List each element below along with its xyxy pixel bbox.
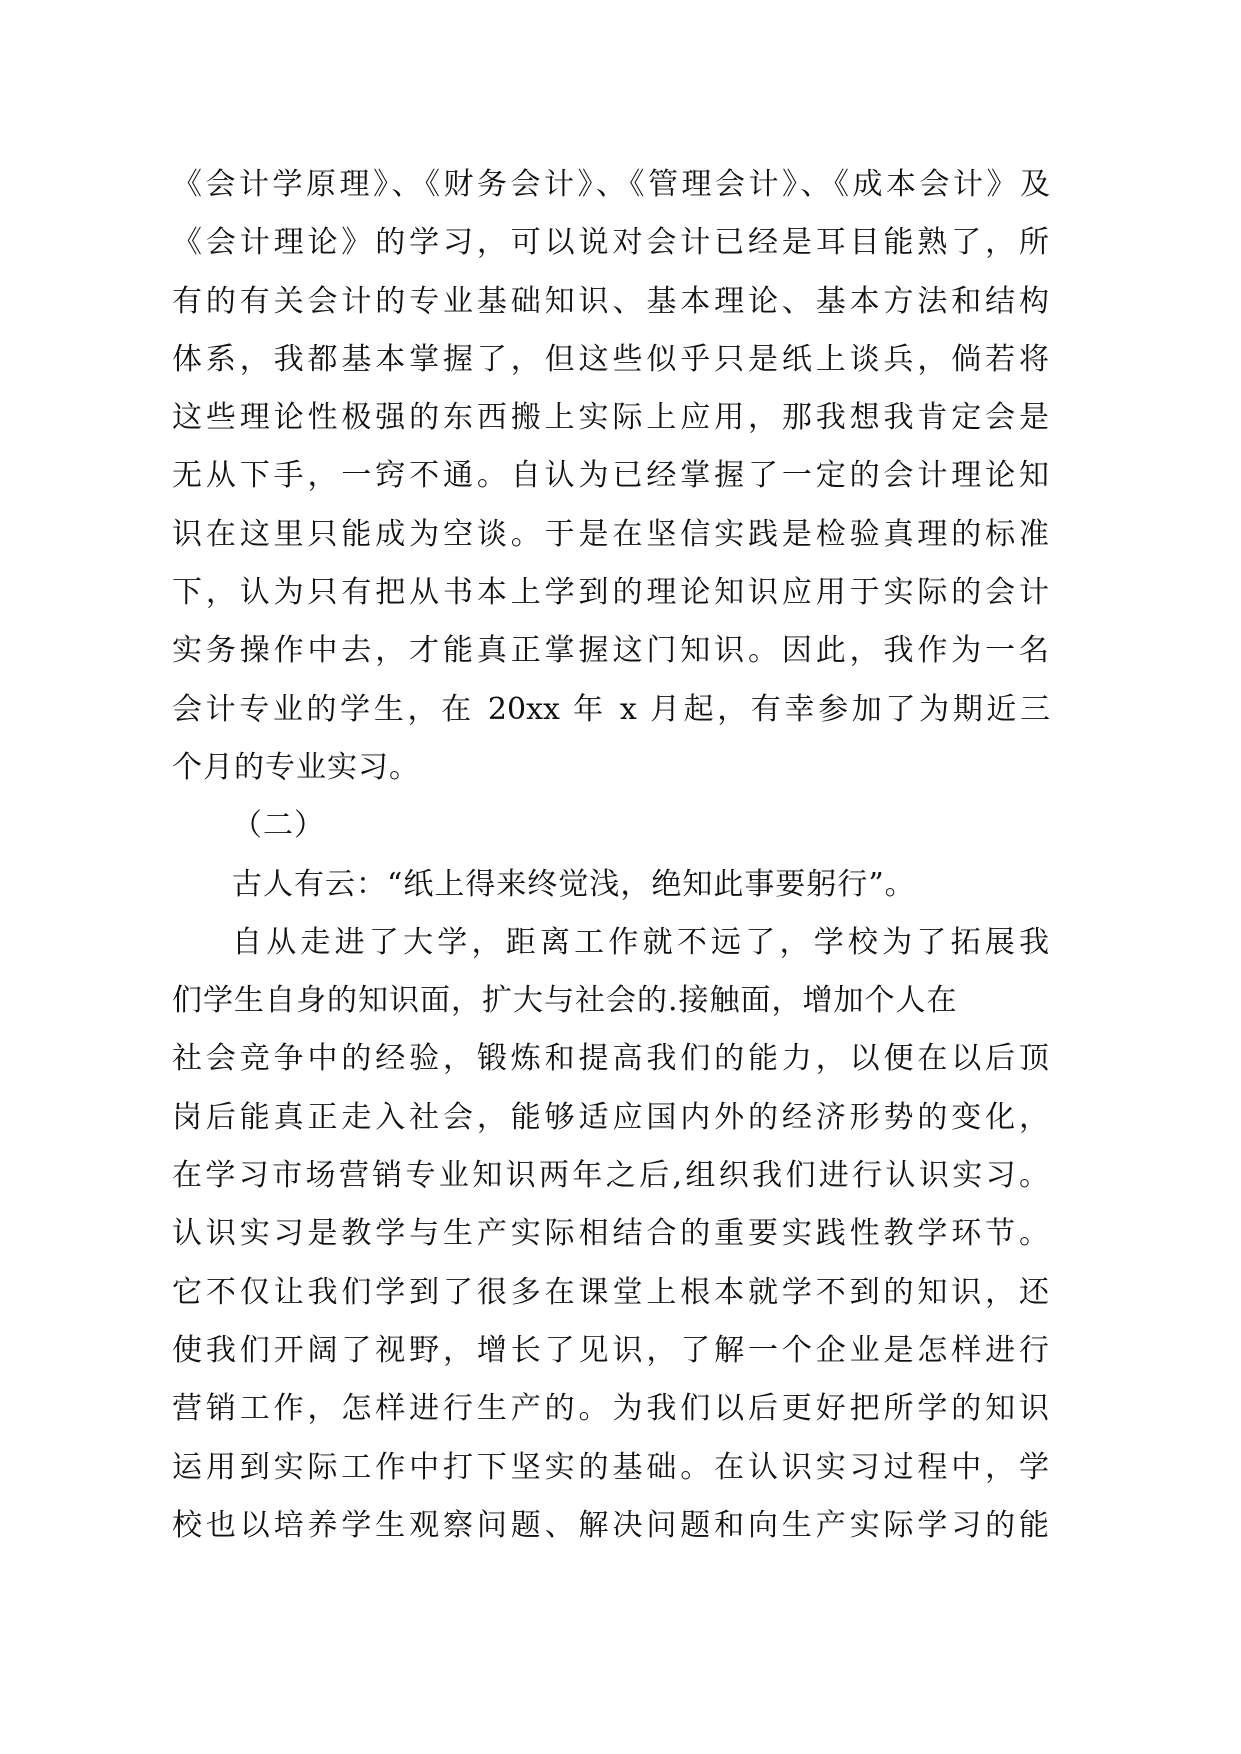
text-line: 实务操作中去，才能真正掌握这门知识。因此，我作为一名: [172, 633, 1050, 669]
text-line: 古人有云：“纸上得来终觉浅，绝知此事要躬行”。: [232, 866, 916, 902]
text-line: 使我们开阔了视野，增长了见识，了解一个企业是怎样进行: [172, 1332, 1050, 1368]
text-line: 有的有关会计的专业基础知识、基本理论、基本方法和结构: [172, 283, 1050, 319]
text-line: 个月的专业实习。: [172, 749, 420, 785]
section-heading: [172, 797, 1050, 855]
text-line: 运用到实际工作中打下坚实的基础。在认识实习过程中，学: [172, 1449, 1050, 1485]
text-line: 体系，我都基本掌握了，但这些似乎只是纸上谈兵，倘若将: [172, 341, 1050, 377]
text-line: 这些理论性极强的东西搬上实际上应用，那我想我肯定会是: [172, 400, 1050, 436]
text-line: 营销工作，怎样进行生产的。为我们以后更好把所学的知识: [172, 1391, 1050, 1427]
quote-paragraph: [172, 856, 1050, 914]
text-line: （二）: [232, 808, 325, 844]
text-line: 自从走进了大学，距离工作就不远了，学校为了拓展我: [232, 924, 1050, 960]
text-line: 校也以培养学生观察问题、解决问题和向生产实际学习的能: [172, 1507, 1050, 1543]
paragraph-practice: [172, 914, 1050, 1555]
text-line: 认识实习是教学与生产实际相结合的重要实践性教学环节。: [172, 1216, 1050, 1252]
paragraph-intro: [172, 156, 1050, 797]
text-line: 无从下手，一窍不通。自认为已经掌握了一定的会计理论知: [172, 458, 1050, 494]
text-line: 识在这里只能成为空谈。于是在坚信实践是检验真理的标准: [172, 516, 1050, 552]
document-body: [172, 156, 1050, 1555]
text-line: 在学习市场营销专业知识两年之后,组织我们进行认识实习。: [172, 1158, 1050, 1194]
text-line: 社会竞争中的经验，锻炼和提高我们的能力，以便在以后顶: [172, 1041, 1050, 1077]
text-line: 会计专业的学生，在 20xx 年 x 月起，有幸参加了为期近三: [172, 691, 1050, 727]
text-line: 《会计学原理》、《财务会计》、《管理会计》、《成本会计》及: [172, 167, 1050, 202]
text-line: 们学生自身的知识面，扩大与社会的.接触面，增加个人在: [172, 983, 958, 1019]
text-line: 它不仅让我们学到了很多在课堂上根本就学不到的知识，还: [172, 1274, 1050, 1310]
text-line: 下，认为只有把从书本上学到的理论知识应用于实际的会计: [172, 575, 1050, 611]
text-line: 《会计理论》的学习，可以说对会计已经是耳目能熟了，所: [172, 225, 1050, 261]
text-line: 岗后能真正走入社会，能够适应国内外的经济形势的变化，: [172, 1099, 1050, 1135]
